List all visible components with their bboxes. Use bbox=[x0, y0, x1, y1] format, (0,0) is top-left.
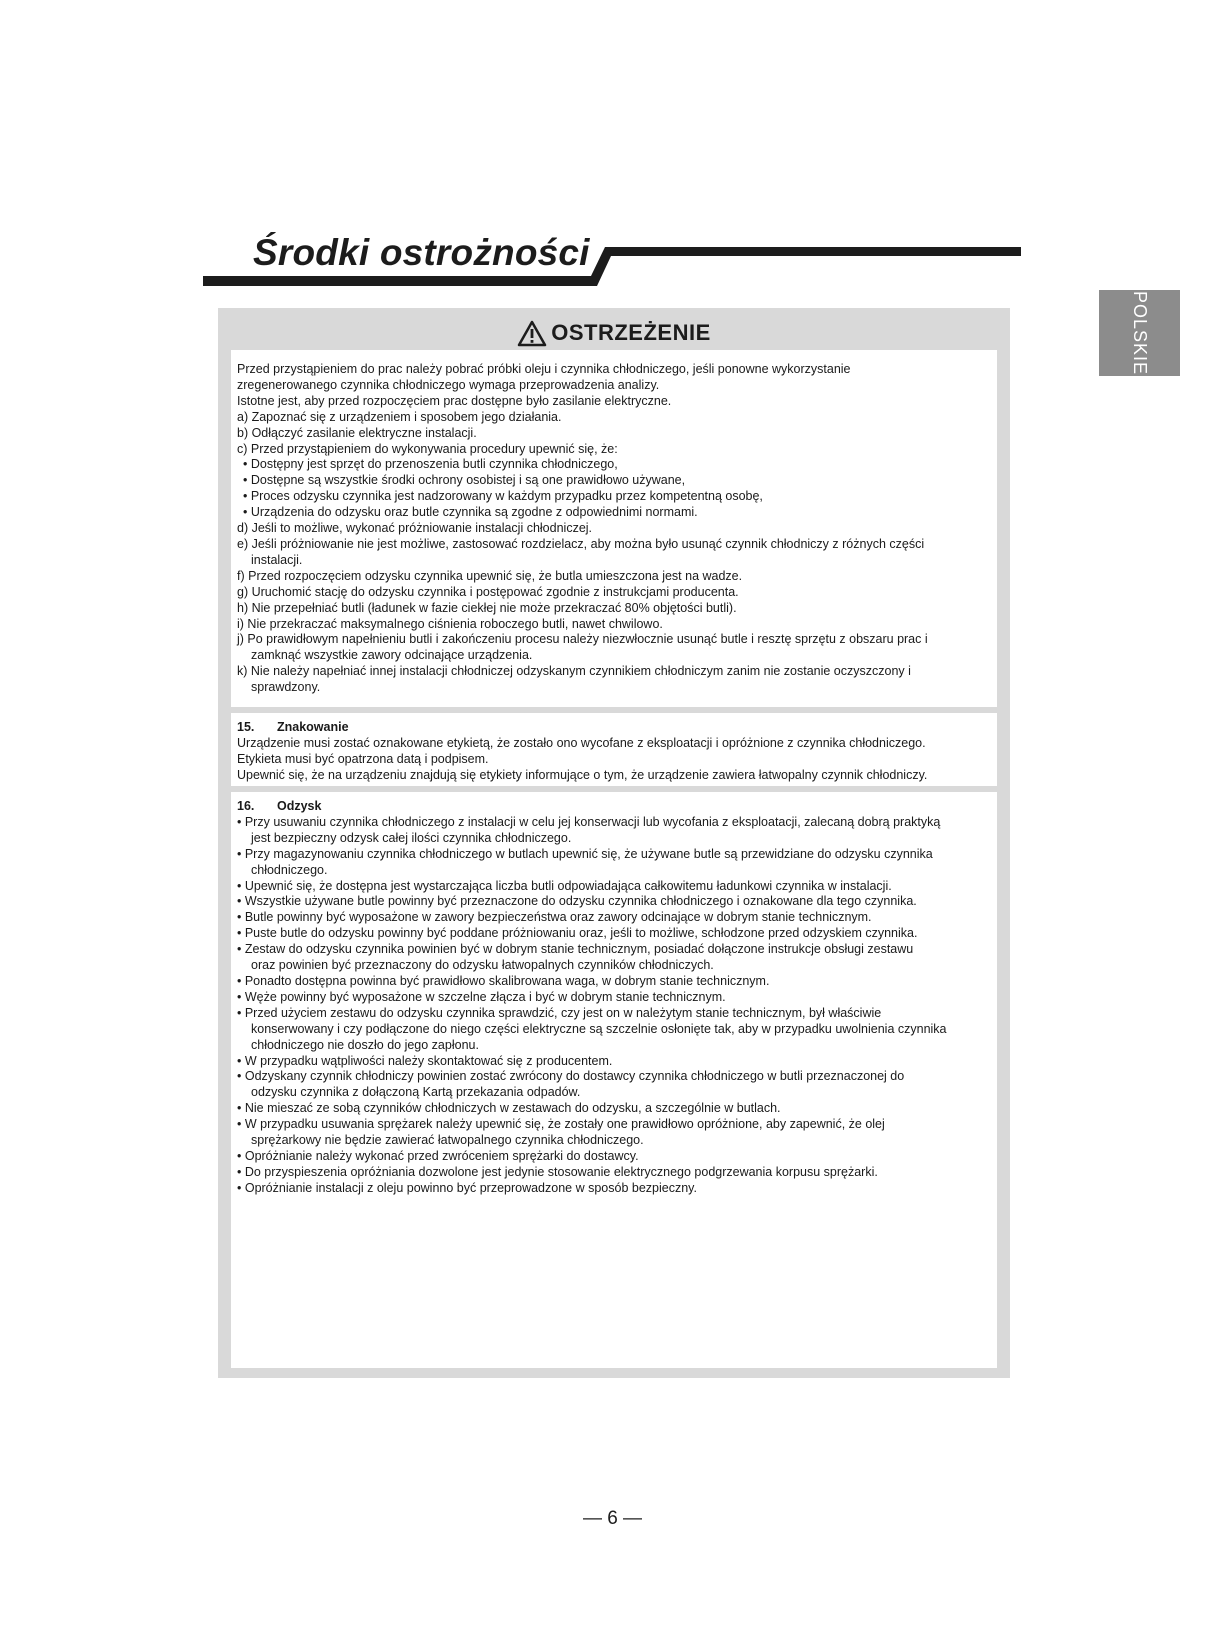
text-line: i) Nie przekraczać maksymalnego ciśnienia roboczego butli, nawet chwilowo. bbox=[237, 616, 663, 631]
warning-label: OSTRZEŻENIE bbox=[551, 320, 711, 345]
text-line: a) Zapoznać się z urządzeniem i sposobem jego działania. bbox=[237, 409, 562, 424]
text-line: f) Przed rozpoczęciem odzysku czynnika upewnić się, że butla umieszczona jest na wadze. bbox=[237, 568, 743, 583]
text-line: h) Nie przepełniać butli (ładunek w fazie ciekłej nie może przekraczać 80% objętości butli). bbox=[237, 600, 737, 615]
text-line: zregenerowanego czynnika chłodniczego wymaga przeprowadzenia analizy. bbox=[237, 377, 660, 392]
list-item: • Przy usuwaniu czynnika chłodniczego z instalacji w celu jej konserwacji lub wycofania z eksploatacji, zalecaną dobrą praktyką bbox=[237, 814, 941, 829]
text-line: g) Uruchomić stację do odzysku czynnika i postępować zgodnie z instrukcjami producenta. bbox=[237, 584, 739, 599]
list-item: • Puste butle do odzysku powinny być poddane próżniowaniu oraz, jeśli to możliwe, schłodzone przed odzyskiem czynnika. bbox=[237, 926, 918, 941]
list-item: • Dostępny jest sprzęt do przenoszenia butli czynnika chłodniczego, bbox=[243, 457, 618, 472]
list-item: • Upewnić się, że dostępna jest wystarczająca liczba butli odpowiadająca całkowitemu ładunkowi czynnika w instalacji. bbox=[237, 878, 892, 893]
text-line: Urządzenie musi zostać oznakowane etykietą, że zostało ono wycofane z eksploatacji i opróżnione z czynnika chłodniczego. bbox=[237, 735, 926, 750]
text-line: chłodniczego. bbox=[251, 862, 328, 877]
warning-triangle-icon bbox=[517, 320, 547, 347]
section-15-panel bbox=[231, 713, 997, 786]
list-item: • Opróżnianie instalacji z oleju powinno być przeprowadzone w sposób bezpieczny. bbox=[237, 1180, 697, 1195]
page-number: — 6 — bbox=[582, 1508, 643, 1529]
section-number: 16. bbox=[237, 799, 255, 813]
text-line: konserwowany i czy podłączone do niego części elektryczne są szczelnie osłonięte tak, aby w przypadku uwolnienia czynnika bbox=[251, 1021, 947, 1036]
text-line: odzysku czynnika z dołączoną Kartą przekazania odpadów. bbox=[251, 1085, 581, 1100]
warning-frame bbox=[218, 308, 1010, 1378]
text-line: Istotne jest, aby przed rozpoczęciem prac dostępne było zasilanie elektryczne. bbox=[237, 393, 672, 408]
list-item: • Przed użyciem zestawu do odzysku czynnika sprawdzić, czy jest on w należytym stanie technicznym, był właściwie bbox=[237, 1005, 882, 1020]
list-item: • Ponadto dostępna powinna być prawidłowo skalibrowana waga, w dobrym stanie technicznym. bbox=[237, 973, 770, 988]
section-15-heading bbox=[237, 720, 985, 736]
text-line: e) Jeśli próżniowanie nie jest możliwe, zastosować rozdzielacz, aby można było usunąć czynnik chłodniczy z różnych części bbox=[237, 536, 925, 551]
language-tab bbox=[1099, 290, 1180, 376]
warning-panel bbox=[231, 350, 997, 707]
text-line: instalacji. bbox=[251, 552, 303, 567]
title-banner bbox=[0, 0, 1225, 300]
text-line: Etykieta musi być opatrzona datą i podpisem. bbox=[237, 751, 489, 766]
page-title: Środki ostrożności bbox=[253, 232, 590, 273]
list-item: • W przypadku usuwania sprężarek należy upewnić się, że zostały one prawidłowo opróżnione, aby zapewnić, że olej bbox=[237, 1117, 885, 1132]
list-item: • Dostępne są wszystkie środki ochrony osobistej i są one prawidłowo używane, bbox=[243, 473, 686, 488]
list-item: • Do przyspieszenia opróżniania dozwolone jest jedynie stosowanie elektrycznego podgrzewania korpusu sprężarki. bbox=[237, 1164, 878, 1179]
list-item: • Wszystkie używane butle powinny być przeznaczone do odzysku czynnika chłodniczego i oznakowane dla tego czynnika. bbox=[237, 894, 917, 909]
section-title: Znakowanie bbox=[277, 720, 349, 734]
text-line: k) Nie należy napełniać innej instalacji chłodniczej odzyskanym czynnikiem chłodniczym zanim nie zostanie oczyszczony i bbox=[237, 664, 911, 679]
section-number: 15. bbox=[237, 720, 255, 734]
text-line: c) Przed przystąpieniem do wykonywania procedury upewnić się, że: bbox=[237, 441, 618, 456]
warning-header bbox=[218, 316, 1010, 350]
list-item: • Węże powinny być wyposażone w szczelne złącza i być w dobrym stanie technicznym. bbox=[237, 989, 726, 1004]
list-item: • Przy magazynowaniu czynnika chłodniczego w butlach upewnić się, że używane butle są przewidziane do odzysku czynnika bbox=[237, 846, 933, 861]
section-16-panel bbox=[231, 792, 997, 1368]
list-item: • Butle powinny być wyposażone w zawory bezpieczeństwa oraz zawory odcinające w dobrym stanie technicznym. bbox=[237, 910, 872, 925]
text-line: zamknąć wszystkie zawory odcinające urządzenia. bbox=[251, 648, 533, 663]
text-line: Przed przystąpieniem do prac należy pobrać próbki oleju i czynnika chłodniczego, jeśli ponowne wykorzystanie bbox=[237, 362, 851, 376]
list-item: • Opróżnianie należy wykonać przed zwróceniem sprężarki do dostawcy. bbox=[237, 1148, 639, 1163]
list-item: • Urządzenia do odzysku oraz butle czynnika są zgodne z odpowiednimi normami. bbox=[243, 505, 698, 520]
text-line: sprawdzony. bbox=[251, 680, 321, 695]
text-line: jest bezpieczny odzysk całej ilości czynnika chłodniczego. bbox=[251, 830, 572, 845]
list-item: • W przypadku wątpliwości należy skontaktować się z producentem. bbox=[237, 1053, 613, 1068]
title-underline-graphic bbox=[0, 0, 1225, 300]
text-line: sprężarkowy nie będzie zawierać łatwopalnego czynnika chłodniczego. bbox=[251, 1133, 644, 1148]
section-16-heading bbox=[237, 799, 985, 815]
text-line: oraz powinien być przeznaczony do odzysku łatwopalnych czynników chłodniczych. bbox=[251, 958, 714, 973]
language-tab-label: POLSKIE bbox=[1130, 290, 1150, 376]
text-line: chłodniczego nie doszło do jego zapłonu. bbox=[251, 1037, 479, 1052]
text-line: Upewnić się, że na urządzeniu znajdują się etykiety informujące o tym, że urządzenie zawiera łatwopalny czynnik chłodniczy. bbox=[237, 767, 928, 782]
section-title: Odzysk bbox=[277, 799, 322, 813]
list-item: • Odzyskany czynnik chłodniczy powinien zostać zwrócony do dostawcy czynnika chłodniczego w butli przeznaczonej do bbox=[237, 1069, 905, 1084]
list-item: • Zestaw do odzysku czynnika powinien być w dobrym stanie technicznym, posiadać dołączone instrukcje obsługi zestawu bbox=[237, 942, 914, 957]
text-line: b) Odłączyć zasilanie elektryczne instalacji. bbox=[237, 425, 477, 440]
text-line: j) Po prawidłowym napełnieniu butli i zakończeniu procesu należy niezwłocznie usunąć butle i resztę sprzętu z obszaru prac i bbox=[237, 632, 928, 647]
list-item: • Proces odzysku czynnika jest nadzorowany w każdym przypadku przez kompetentną osobę, bbox=[243, 489, 763, 504]
text-line: d) Jeśli to możliwe, wykonać próżniowanie instalacji chłodniczej. bbox=[237, 521, 593, 536]
list-item: • Nie mieszać ze sobą czynników chłodniczych w zestawach do odzysku, a szczególnie w butlach. bbox=[237, 1101, 781, 1116]
